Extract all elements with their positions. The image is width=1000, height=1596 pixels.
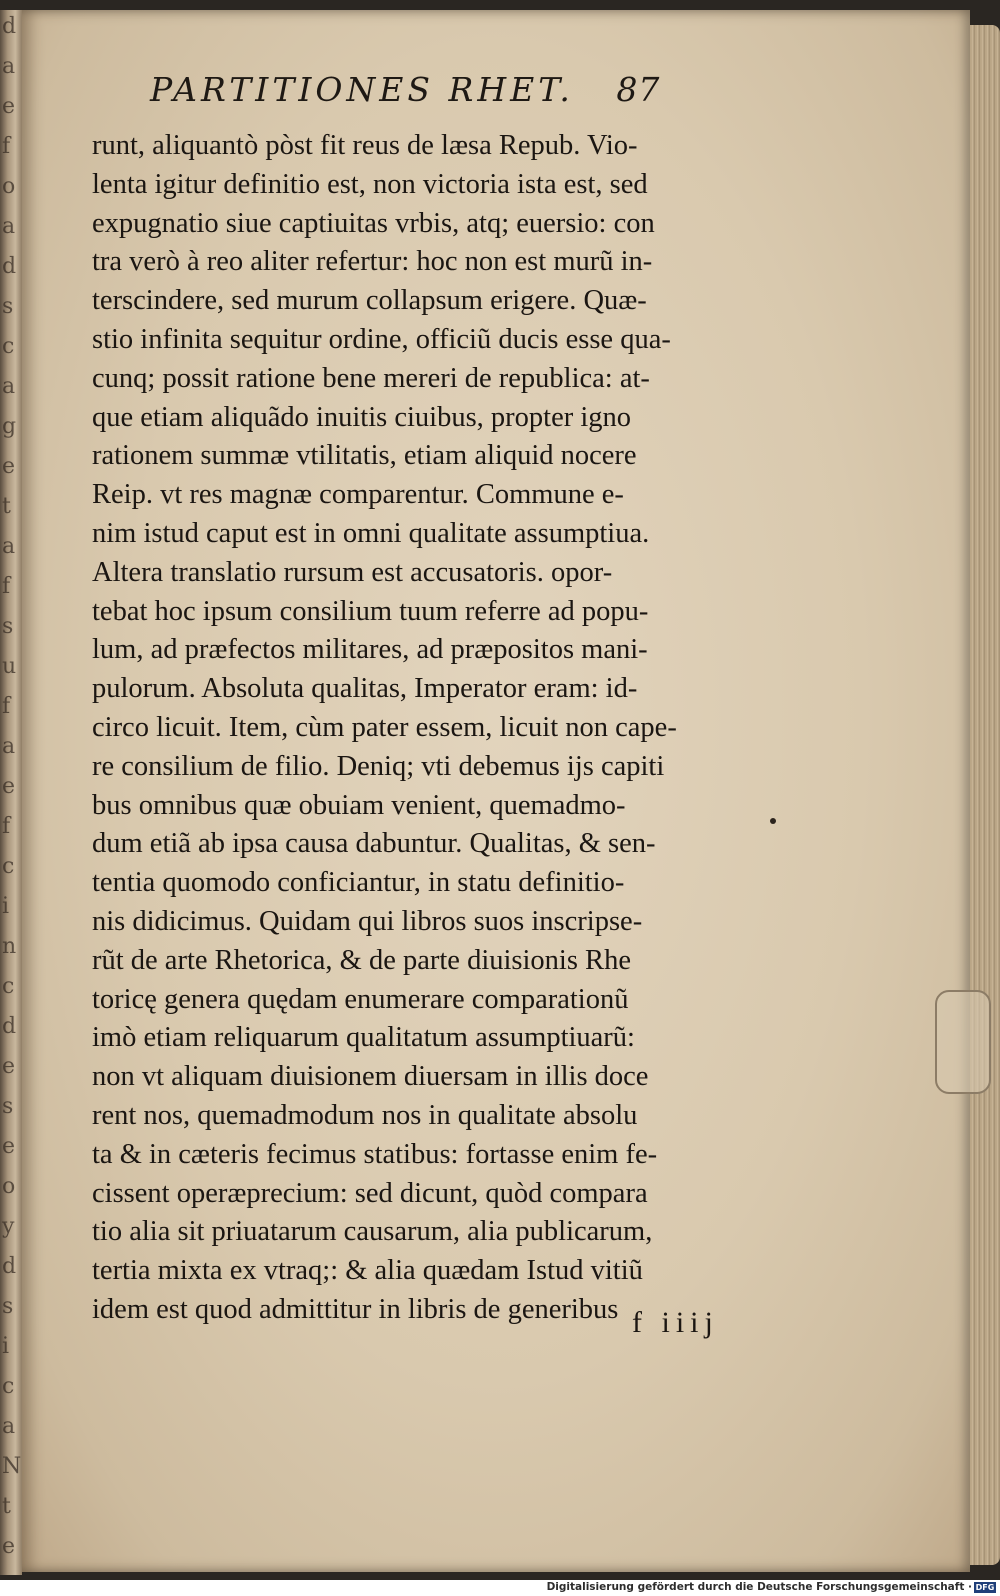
bleed-glyph: f	[2, 814, 9, 839]
text-line: idem est quod admittitur in libris de generibus	[92, 1293, 619, 1325]
text-line: runt, aliquantò pòst fit reus de læsa Repub. Vio-	[92, 130, 638, 161]
text-line: que etiam aliquãdo inuitis ciuibus, propter igno	[92, 401, 632, 433]
running-head	[150, 70, 750, 109]
book-page	[22, 10, 970, 1572]
text-line: imò etiam reliquarum qualitatum assumptiuarũ:	[92, 1022, 635, 1054]
bleed-glyph: o	[2, 1174, 14, 1199]
bleed-glyph: t	[2, 1494, 9, 1519]
bleed-glyph: d	[2, 14, 15, 39]
bleed-glyph: s	[2, 294, 12, 319]
bleed-glyph: d	[2, 254, 15, 279]
bleed-glyph: e	[2, 1054, 14, 1079]
bleed-glyph: e	[2, 454, 14, 479]
text-line: stio infinita sequitur ordine, officiũ ducis esse qua-	[92, 323, 671, 355]
footer-bar	[0, 1580, 1000, 1596]
text-line: rũt de arte Rhetorica, & de parte diuisionis Rhe	[92, 944, 631, 976]
text-line: rent nos, quemadmodum nos in qualitate absolu	[92, 1099, 638, 1131]
text-line: cissent operæprecium: sed dicunt, quòd compara	[92, 1177, 648, 1209]
bleed-glyph: e	[2, 1534, 14, 1559]
text-line: toricę genera quędam enumerare comparationũ	[92, 983, 629, 1015]
bleed-glyph: f	[2, 694, 9, 719]
text-line: tertia mixta ex vtraq;: & alia quædam Istud vitiũ	[92, 1255, 643, 1287]
footer-credit: Digitalisierung gefördert durch die Deutsche Forschungsgemeinschaft ·	[546, 1581, 972, 1593]
text-line: re consilium de filio. Deniq; vti debemus ijs capiti	[92, 750, 665, 782]
bleed-glyph: d	[2, 1254, 15, 1279]
page-fore-edge	[966, 25, 1000, 1565]
text-block	[92, 127, 760, 1330]
bleed-glyph: s	[2, 614, 12, 639]
dfg-logo: DFG	[975, 1583, 995, 1592]
text-line: lenta igitur definitio est, non victoria ista est, sed	[92, 168, 648, 200]
bleed-glyph: s	[2, 1094, 12, 1119]
bleed-glyph: i	[2, 894, 8, 919]
bleed-glyph: i	[2, 1334, 8, 1359]
page-clip	[935, 990, 991, 1094]
text-line: dum etiã ab ipsa causa dabuntur. Qualitas, & sen-	[92, 828, 656, 860]
bleed-glyph: f	[2, 574, 9, 599]
bleed-glyph: a	[2, 214, 14, 239]
bleed-glyph: e	[2, 1134, 14, 1159]
left-page-edge	[0, 10, 22, 1575]
bleed-glyph: s	[2, 1294, 12, 1319]
bleed-glyph: a	[2, 1414, 14, 1439]
bleed-glyph: a	[2, 534, 14, 559]
bleed-glyph: a	[2, 734, 14, 759]
ink-dot	[770, 818, 776, 824]
text-line: Altera translatio rursum est accusatoris. opor-	[92, 556, 613, 588]
bleed-glyph: N	[2, 1454, 20, 1479]
text-line: bus omnibus quæ obuiam venient, quemadmo-	[92, 789, 626, 821]
text-line: tebat hoc ipsum consilium tuum referre ad popu-	[92, 595, 649, 627]
bleed-glyph: c	[2, 854, 13, 879]
signature-mark: f iiij	[632, 1306, 719, 1339]
bleed-glyph: f	[2, 134, 9, 159]
bleed-glyph: a	[2, 374, 14, 399]
folio-number: 87	[616, 70, 661, 109]
bleed-glyph: n	[2, 934, 15, 959]
bleed-glyph: u	[2, 654, 15, 679]
text-line: expugnatio siue captiuitas vrbis, atq; euersio: con	[92, 207, 655, 239]
text-line: rationem summæ vtilitatis, etiam aliquid nocere	[92, 440, 637, 472]
text-line: nim istud caput est in omni qualitate assumptiua.	[92, 517, 650, 549]
text-line: tra verò à reo aliter refertur: hoc non est murũ in-	[92, 246, 653, 278]
text-line: cunq; possit ratione bene mereri de republica: at-	[92, 362, 650, 394]
bleed-glyph: e	[2, 774, 14, 799]
left-margin-bleed	[2, 10, 20, 1570]
bleed-glyph: e	[2, 94, 14, 119]
text-line: tentia quomodo conficiantur, in statu definitio-	[92, 867, 625, 899]
running-title: PARTITIONES RHET.	[150, 70, 574, 109]
bleed-glyph: c	[2, 1374, 13, 1399]
bleed-glyph: t	[2, 494, 9, 519]
text-line: ta & in cæteris fecimus statibus: fortasse enim fe-	[92, 1138, 658, 1170]
text-line: non vt aliquam diuisionem diuersam in illis doce	[92, 1061, 649, 1093]
text-line: lum, ad præfectos militares, ad præpositos mani-	[92, 634, 648, 666]
bleed-glyph: g	[2, 414, 15, 439]
text-line: pulorum. Absoluta qualitas, Imperator eram: id-	[92, 673, 638, 705]
bleed-glyph: y	[2, 1214, 13, 1239]
bleed-glyph: c	[2, 334, 13, 359]
bleed-glyph: a	[2, 54, 14, 79]
bleed-glyph: d	[2, 1014, 15, 1039]
bleed-glyph: o	[2, 174, 14, 199]
text-line: Reip. vt res magnæ comparentur. Commune e-	[92, 479, 624, 511]
text-line: terscindere, sed murum collapsum erigere. Quæ-	[92, 285, 647, 317]
text-line: tio alia sit priuatarum causarum, alia publicarum,	[92, 1216, 653, 1248]
text-line: nis didicimus. Quidam qui libros suos inscripse-	[92, 905, 643, 937]
bleed-glyph: c	[2, 974, 13, 999]
text-line: circo licuit. Item, cùm pater essem, licuit non cape-	[92, 711, 677, 743]
